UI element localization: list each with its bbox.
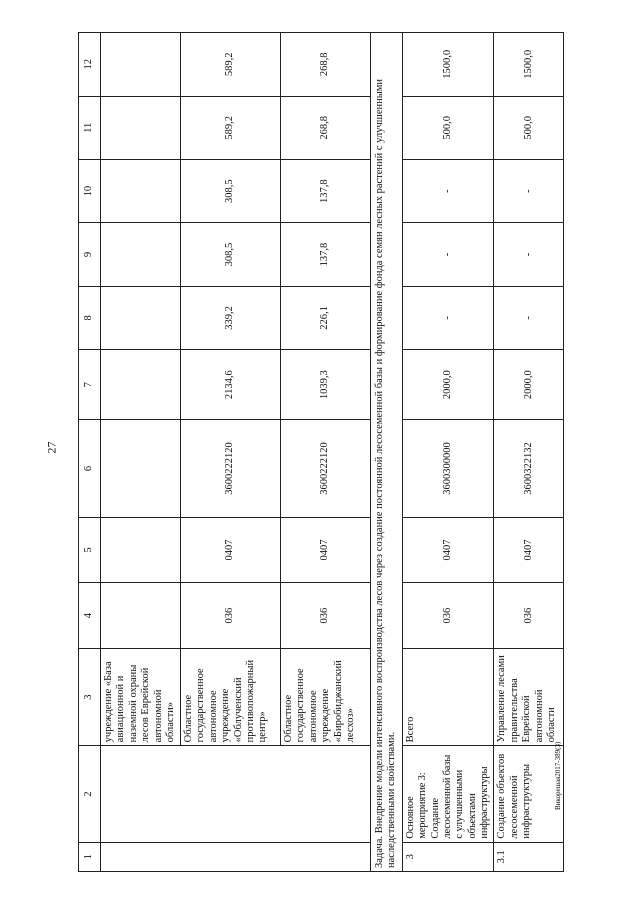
- cell-year: -: [402, 159, 494, 222]
- header-row: [79, 33, 101, 872]
- cell-total: 1039,3: [281, 350, 371, 420]
- cell-year: [101, 223, 181, 286]
- cell-year: -: [494, 223, 564, 286]
- cell-csr: 3600300000: [402, 420, 494, 517]
- cell-year: 308,5: [181, 159, 281, 222]
- cell-year: 339,2: [181, 286, 281, 349]
- cell-year: -: [402, 286, 494, 349]
- cell-total: 2000,0: [494, 350, 564, 420]
- header-cell: 10: [79, 159, 101, 222]
- budget-table: [78, 32, 564, 872]
- footer-code: Викорешая2017-389(3): [554, 741, 562, 810]
- cell-year: -: [402, 223, 494, 286]
- cell-year: -: [494, 286, 564, 349]
- cell-total: [101, 350, 181, 420]
- cell-measure: Основное мероприятие 3: Создание лесосеменной базы с улучшенными объектами инфраструктуры: [402, 746, 494, 842]
- table-row: [494, 33, 564, 872]
- table-row: [101, 33, 181, 872]
- cell-year: [101, 33, 181, 97]
- cell-rzpr: 0407: [494, 517, 564, 583]
- cell-executor: Областное государственное автономное учреждение «Биробиджанский лесхоз»: [281, 648, 371, 745]
- cell-measure: Создание объектов лесосеменной инфраструктуры: [494, 746, 564, 842]
- cell-year: 589,2: [181, 33, 281, 97]
- table-row: [402, 33, 494, 872]
- cell-grbs: 036: [402, 583, 494, 649]
- cell-csr: 3600322132: [494, 420, 564, 517]
- cell-executor: учреждение «База авиационной и наземной охраны лесов Еврейской автономной области»: [101, 648, 181, 745]
- task-text: Задача. Внедрение модели интенсивного воспроизводства лесов через создание постоянной лесосеменной базы и формирование фонда семян лесных растений с улучшенными наследственными свойствами.: [371, 33, 403, 872]
- header-cell: 6: [79, 420, 101, 517]
- cell-year: 226,1: [281, 286, 371, 349]
- header-cell: 12: [79, 33, 101, 97]
- cell-grbs: 036: [181, 583, 281, 649]
- cell-year: 268,8: [281, 96, 371, 159]
- cell-grbs: 036: [281, 583, 371, 649]
- cell-rzpr: 0407: [402, 517, 494, 583]
- cell-year: 1500,0: [402, 33, 494, 97]
- cell-rzpr: 0407: [281, 517, 371, 583]
- cell-csr: [101, 420, 181, 517]
- header-cell: 2: [79, 746, 101, 842]
- cell-year: -: [494, 159, 564, 222]
- table-row: [281, 33, 371, 872]
- budget-table-page: [78, 32, 557, 872]
- header-cell: 3: [79, 648, 101, 745]
- cell-year: 268,8: [281, 33, 371, 97]
- table-row: [181, 33, 281, 872]
- cell-year: 500,0: [494, 96, 564, 159]
- header-cell: 11: [79, 96, 101, 159]
- cell-year: 308,5: [181, 223, 281, 286]
- page-number: 27: [44, 441, 59, 454]
- cell-grbs: [101, 583, 181, 649]
- cell-rzpr: [101, 517, 181, 583]
- cell-year: [101, 286, 181, 349]
- header-cell: 7: [79, 350, 101, 420]
- cell-total: 2000,0: [402, 350, 494, 420]
- cell-number: 3.1: [494, 842, 564, 871]
- cell-year: 589,2: [181, 96, 281, 159]
- cell-measure: [101, 746, 371, 842]
- cell-executor: Областное государственное автономное учреждение «Облученский противопожарный центр»: [181, 648, 281, 745]
- cell-year: 1500,0: [494, 33, 564, 97]
- cell-rzpr: 0407: [181, 517, 281, 583]
- cell-number: [101, 842, 371, 871]
- header-cell: 5: [79, 517, 101, 583]
- header-cell: 9: [79, 223, 101, 286]
- cell-total: 2134,6: [181, 350, 281, 420]
- cell-year: 500,0: [402, 96, 494, 159]
- cell-year: 137,8: [281, 223, 371, 286]
- cell-number: 3: [402, 842, 494, 871]
- header-cell: 1: [79, 842, 101, 871]
- task-row: [371, 33, 403, 872]
- cell-year: [101, 96, 181, 159]
- cell-year: 137,8: [281, 159, 371, 222]
- header-cell: 4: [79, 583, 101, 649]
- cell-csr: 3600222120: [181, 420, 281, 517]
- cell-grbs: 036: [494, 583, 564, 649]
- cell-csr: 3600222120: [281, 420, 371, 517]
- cell-executor: Всего: [402, 648, 494, 745]
- cell-year: [101, 159, 181, 222]
- header-cell: 8: [79, 286, 101, 349]
- cell-executor: Управление лесами правительства Еврейской автономной области: [494, 648, 564, 745]
